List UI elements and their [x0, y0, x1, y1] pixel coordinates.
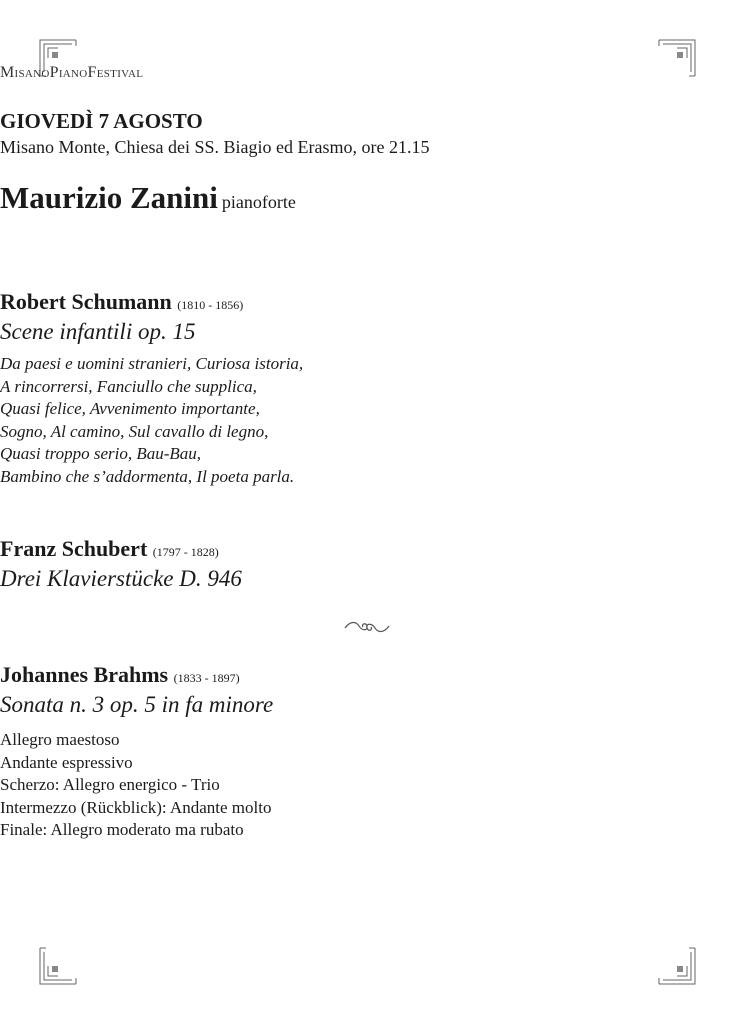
festival-title-part: Piano: [49, 64, 88, 81]
composer-name: Franz Schubert: [0, 536, 148, 561]
composer-name: Robert Schumann: [0, 289, 172, 314]
composer-heading: [0, 536, 735, 562]
movement-item: Quasi felice, Avvenimento importante,: [0, 399, 260, 418]
movement-item: Scherzo: Allegro energico - Trio: [0, 775, 220, 794]
movement-item: Finale: Allegro moderato ma rubato: [0, 820, 244, 839]
performer: [0, 180, 735, 216]
composer-years: (1810 - 1856): [177, 298, 244, 312]
performer-instrument: pianoforte: [221, 192, 296, 212]
concert-date: GIOVEDÌ 7 AGOSTO: [0, 109, 203, 133]
flourish-divider-icon: [342, 619, 392, 635]
festival-title-part: Misano: [0, 64, 50, 81]
performer-name: Maurizio Zanini: [0, 180, 218, 215]
movement-item: Allegro maestoso: [0, 730, 120, 749]
concert-venue: Misano Monte, Chiesa dei SS. Biagio ed Erasmo, ore 21.15: [0, 137, 430, 157]
work-title: Sonata n. 3 op. 5 in fa minore: [0, 692, 274, 717]
composer-heading: [0, 662, 735, 688]
work-title: Drei Klavierstücke D. 946: [0, 566, 242, 591]
festival-title: [0, 64, 735, 82]
composer-years: (1797 - 1828): [152, 545, 219, 559]
movement-item: A rincorrersi, Fanciullo che supplica,: [0, 376, 257, 396]
corner-ornament-icon: [38, 946, 78, 986]
composer-name: Johannes Brahms: [0, 662, 169, 687]
movement-item: Sogno, Al camino, Sul cavallo di legno,: [0, 421, 269, 441]
work-title: Scene infantili op. 15: [0, 319, 196, 344]
festival-title-part: Festival: [87, 64, 144, 81]
movement-list: [0, 353, 735, 488]
corner-ornament-icon: [657, 946, 697, 986]
movement-item: Da paesi e uomini stranieri, Curiosa istoria,: [0, 354, 304, 373]
movement-list: [0, 729, 735, 842]
composer-years: (1833 - 1897): [173, 671, 240, 685]
movement-item: Intermezzo (Rückblick): Andante molto: [0, 797, 272, 817]
movement-item: Bambino che s’addormenta, Il poeta parla.: [0, 466, 295, 486]
composer-heading: [0, 289, 735, 315]
movement-item: Quasi troppo serio, Bau-Bau,: [0, 444, 202, 463]
movement-item: Andante espressivo: [0, 752, 133, 772]
